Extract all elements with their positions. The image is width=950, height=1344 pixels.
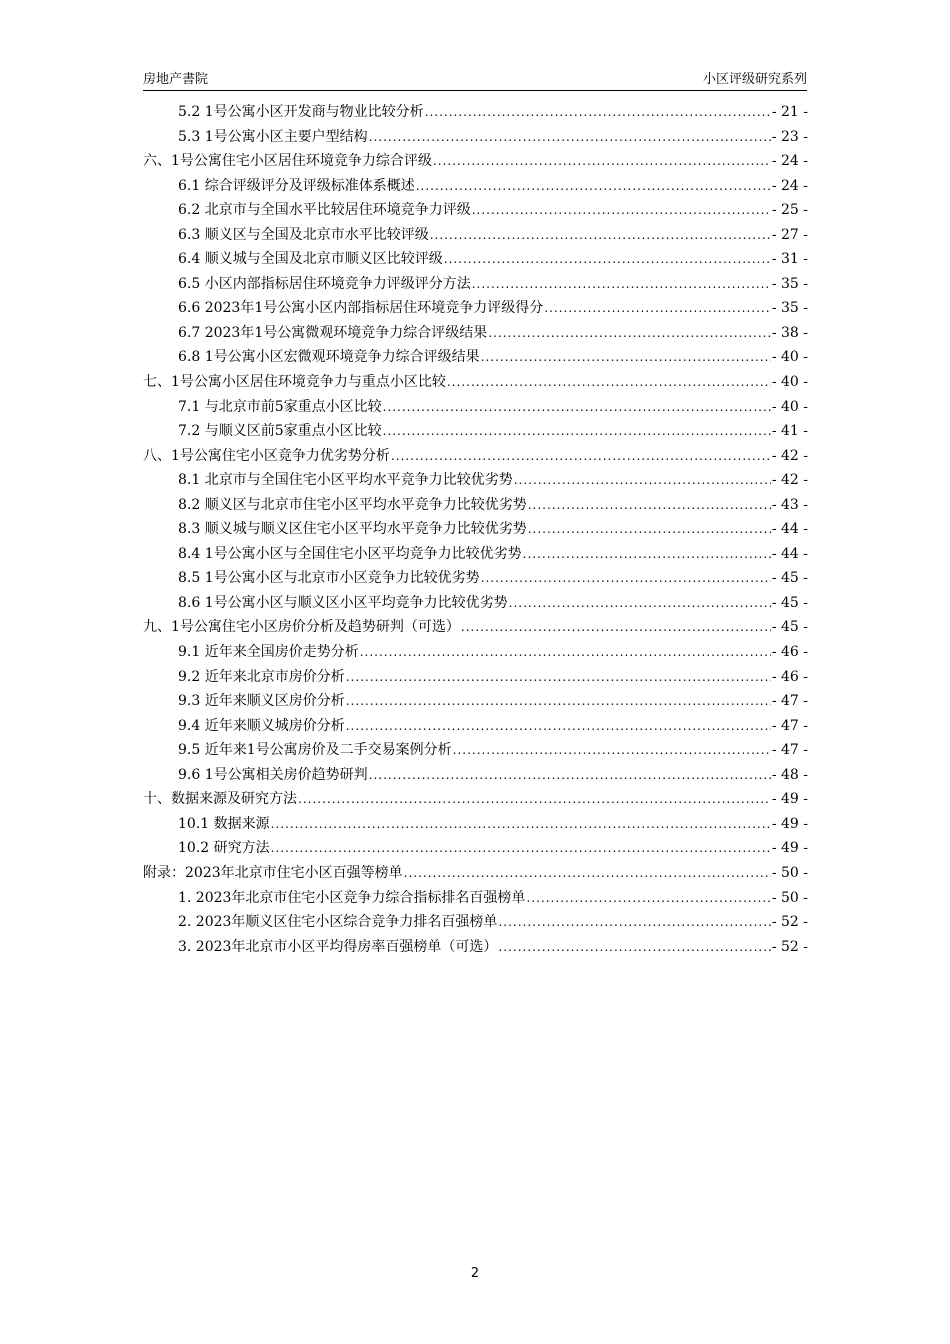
toc-entry-title: 5.2 1号公寓小区开发商与物业比较分析	[178, 104, 424, 120]
toc-leader-dots	[488, 326, 771, 340]
toc-leader-dots	[346, 694, 771, 708]
toc-entry-title: 9.5 近年来1号公寓房价及二手交易案例分析	[178, 742, 452, 759]
toc-leader-dots	[498, 915, 770, 929]
toc-leader-dots	[523, 547, 771, 561]
toc-entry-page: - 25 -	[771, 202, 808, 219]
toc-entry-title: 6.1 综合评级评分及评级标准体系概述	[178, 177, 415, 194]
toc-entry-title: 10.1 数据来源	[178, 815, 270, 832]
toc-entry-title: 9.1 近年来全国房价走势分析	[178, 644, 359, 661]
toc-entry-title: 3. 2023年北京市小区平均得房率百强榜单（可选）	[178, 938, 498, 955]
toc-leader-dots	[369, 130, 771, 144]
toc-entry-title: 8.5 1号公寓小区与北京市小区竞争力比较优劣势	[178, 570, 480, 587]
toc-section-entry[interactable]	[143, 813, 808, 838]
toc-chapter-entry[interactable]	[143, 862, 808, 887]
toc-entry-title: 十、数据来源及研究方法	[143, 791, 297, 808]
toc-entry-page: - 48 -	[771, 766, 808, 783]
toc-entry-page: - 31 -	[771, 251, 808, 268]
toc-section-entry[interactable]	[143, 887, 808, 912]
toc-entry-title: 9.4 近年来顺义城房价分析	[178, 717, 345, 734]
toc-entry-title: 9.6 1号公寓相关房价趋势研判	[178, 766, 368, 783]
toc-leader-dots	[271, 841, 771, 855]
toc-leader-dots	[444, 252, 771, 266]
toc-entry-title: 9.2 近年来北京市房价分析	[178, 668, 345, 685]
toc-leader-dots	[528, 498, 771, 512]
toc-leader-dots	[481, 571, 771, 585]
toc-entry-page: - 23 -	[771, 128, 808, 145]
toc-section-entry[interactable]	[143, 126, 808, 151]
toc-section-entry[interactable]	[143, 837, 808, 862]
toc-section-entry[interactable]	[143, 764, 808, 789]
toc-section-entry[interactable]	[143, 715, 808, 740]
toc-leader-dots	[346, 719, 771, 733]
toc-entry-title: 6.7 2023年1号公寓微观环境竞争力综合评级结果	[178, 324, 488, 341]
toc-entry-title: 5.3 1号公寓小区主要户型结构	[178, 128, 368, 145]
toc-leader-dots	[369, 768, 771, 782]
toc-leader-dots	[498, 940, 770, 954]
toc-entry-page: - 45 -	[771, 619, 808, 636]
toc-entry-page: - 49 -	[771, 791, 808, 808]
toc-entry-title: 7.1 与北京市前5家重点小区比较	[178, 398, 382, 415]
toc-leader-dots	[425, 105, 771, 119]
toc-section-entry[interactable]	[143, 936, 808, 961]
toc-entry-title: 2. 2023年顺义区住宅小区综合竞争力排名百强榜单	[178, 914, 498, 931]
toc-section-entry[interactable]	[143, 469, 808, 494]
toc-entry-page: - 27 -	[771, 226, 808, 243]
toc-entry-page: - 52 -	[771, 914, 808, 931]
header-left-text: 房地产書院	[143, 72, 209, 87]
table-of-contents	[143, 101, 808, 960]
toc-entry-page: - 47 -	[771, 693, 808, 710]
toc-section-entry[interactable]	[143, 567, 808, 592]
toc-entry-page: - 47 -	[771, 742, 808, 759]
toc-entry-title: 6.3 顺义区与全国及北京市水平比较评级	[178, 226, 429, 243]
toc-entry-page: - 40 -	[771, 374, 808, 391]
toc-leader-dots	[526, 891, 770, 905]
toc-leader-dots	[298, 792, 771, 806]
toc-leader-dots	[271, 817, 771, 831]
toc-leader-dots	[453, 743, 771, 757]
toc-chapter-entry[interactable]	[143, 616, 808, 641]
toc-leader-dots	[383, 424, 771, 438]
toc-entry-page: - 24 -	[771, 177, 808, 194]
toc-section-entry[interactable]	[143, 346, 808, 371]
toc-entry-page: - 47 -	[771, 717, 808, 734]
toc-leader-dots	[404, 866, 771, 880]
toc-entry-title: 九、1号公寓住宅小区房价分析及趋势研判（可选）	[143, 619, 460, 636]
toc-section-entry[interactable]	[143, 518, 808, 543]
toc-entry-title: 6.5 小区内部指标居住环境竞争力评级评分方法	[178, 275, 471, 292]
toc-entry-title: 8.6 1号公寓小区与顺义区小区平均竞争力比较优劣势	[178, 594, 508, 611]
toc-entry-page: - 35 -	[771, 300, 808, 317]
toc-entry-title: 8.4 1号公寓小区与全国住宅小区平均竞争力比较优劣势	[178, 545, 522, 562]
toc-chapter-entry[interactable]	[143, 150, 808, 175]
toc-chapter-entry[interactable]	[143, 788, 808, 813]
toc-section-entry[interactable]	[143, 396, 808, 421]
toc-leader-dots	[481, 350, 771, 364]
toc-entry-title: 八、1号公寓住宅小区竞争力优劣势分析	[143, 447, 390, 464]
toc-chapter-entry[interactable]	[143, 371, 808, 396]
toc-leader-dots	[416, 179, 771, 193]
toc-section-entry[interactable]	[143, 641, 808, 666]
toc-entry-title: 七、1号公寓小区居住环境竞争力与重点小区比较	[143, 374, 446, 391]
toc-entry-title: 8.2 顺义区与北京市住宅小区平均水平竞争力比较优劣势	[178, 496, 527, 513]
toc-entry-title: 六、1号公寓住宅小区居住环境竞争力综合评级	[143, 153, 432, 170]
toc-section-entry[interactable]	[143, 543, 808, 568]
toc-leader-dots	[360, 645, 771, 659]
toc-entry-title: 8.1 北京市与全国住宅小区平均水平竞争力比较优劣势	[178, 472, 513, 489]
toc-entry-title: 1. 2023年北京市住宅小区竞争力综合指标排名百强榜单	[178, 889, 526, 906]
toc-chapter-entry[interactable]	[143, 445, 808, 470]
toc-section-entry[interactable]	[143, 199, 808, 224]
toc-entry-title: 7.2 与顺义区前5家重点小区比较	[178, 423, 382, 440]
toc-section-entry[interactable]	[143, 690, 808, 715]
toc-entry-title: 6.8 1号公寓小区宏微观环境竞争力综合评级结果	[178, 349, 480, 366]
toc-entry-page: - 45 -	[771, 570, 808, 587]
toc-entry-page: - 24 -	[771, 153, 808, 170]
toc-section-entry[interactable]	[143, 739, 808, 764]
toc-leader-dots	[447, 375, 771, 389]
toc-entry-page: - 50 -	[771, 864, 808, 881]
toc-entry-page: - 52 -	[771, 938, 808, 955]
toc-entry-title: 6.6 2023年1号公寓小区内部指标居住环境竞争力评级得分	[178, 300, 544, 317]
page-number: 2	[470, 1266, 480, 1281]
toc-section-entry[interactable]	[143, 666, 808, 691]
toc-entry-page: - 44 -	[771, 521, 808, 538]
toc-section-entry[interactable]	[143, 297, 808, 322]
toc-section-entry[interactable]	[143, 273, 808, 298]
toc-section-entry[interactable]	[143, 322, 808, 347]
toc-entry-page: - 21 -	[771, 104, 808, 120]
toc-entry-page: - 49 -	[771, 840, 808, 857]
toc-section-entry[interactable]	[143, 248, 808, 273]
toc-leader-dots	[472, 203, 771, 217]
toc-entry-page: - 38 -	[771, 324, 808, 341]
toc-leader-dots	[461, 620, 771, 634]
toc-entry-title: 10.2 研究方法	[178, 840, 270, 857]
toc-entry-page: - 46 -	[771, 644, 808, 661]
toc-entry-title: 9.3 近年来顺义区房价分析	[178, 693, 345, 710]
toc-entry-title: 8.3 顺义城与顺义区住宅小区平均水平竞争力比较优劣势	[178, 521, 527, 538]
toc-section-entry[interactable]	[143, 101, 808, 126]
toc-section-entry[interactable]	[143, 494, 808, 519]
toc-section-entry[interactable]	[143, 175, 808, 200]
toc-leader-dots	[346, 670, 771, 684]
toc-leader-dots	[391, 449, 771, 463]
toc-entry-title: 6.2 北京市与全国水平比较居住环境竞争力评级	[178, 202, 471, 219]
toc-entry-page: - 46 -	[771, 668, 808, 685]
toc-leader-dots	[383, 400, 771, 414]
toc-leader-dots	[472, 277, 771, 291]
toc-entry-page: - 49 -	[771, 815, 808, 832]
toc-entry-page: - 43 -	[771, 496, 808, 513]
toc-entry-page: - 40 -	[771, 349, 808, 366]
toc-section-entry[interactable]	[143, 224, 808, 249]
page-header	[143, 68, 807, 91]
toc-entry-title: 附录：2023年北京市住宅小区百强等榜单	[143, 864, 403, 881]
toc-entry-page: - 45 -	[771, 594, 808, 611]
header-right-text: 小区评级研究系列	[702, 72, 807, 87]
toc-leader-dots	[528, 522, 771, 536]
toc-leader-dots	[509, 596, 771, 610]
toc-leader-dots	[433, 154, 771, 168]
toc-leader-dots	[430, 228, 771, 242]
toc-entry-page: - 40 -	[771, 398, 808, 415]
toc-section-entry[interactable]	[143, 420, 808, 445]
toc-entry-title: 6.4 顺义城与全国及北京市顺义区比较评级	[178, 251, 443, 268]
toc-entry-page: - 35 -	[771, 275, 808, 292]
toc-leader-dots	[544, 301, 771, 315]
toc-leader-dots	[514, 473, 771, 487]
toc-entry-page: - 41 -	[771, 423, 808, 440]
toc-section-entry[interactable]	[143, 592, 808, 617]
toc-entry-page: - 42 -	[771, 472, 808, 489]
toc-entry-page: - 44 -	[771, 545, 808, 562]
toc-entry-page: - 50 -	[771, 889, 808, 906]
toc-entry-page: - 42 -	[771, 447, 808, 464]
toc-section-entry[interactable]	[143, 911, 808, 936]
